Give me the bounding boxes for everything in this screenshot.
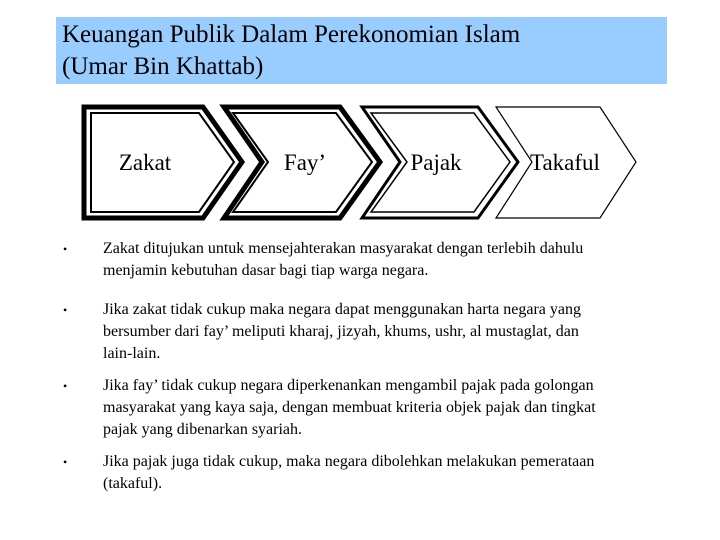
bullet-line: lain-lain. (103, 345, 161, 362)
bullet-line: (takaful). (103, 475, 163, 492)
flow-step-label-zakat: Zakat (118, 150, 172, 175)
bullet-marker: • (63, 242, 68, 256)
bullet-line: Jika fay’ tidak cukup negara diperkenankan mengambil pajak pada golongan (103, 377, 594, 394)
bullet-line: Zakat ditujukan untuk mensejahterakan masyarakat dengan terlebih dahulu (103, 240, 584, 257)
bullet-line: masyarakat yang kaya saja, dengan membuat kriteria objek pajak dan tingkat (103, 399, 596, 416)
flow-step-label-takaful: Takaful (530, 150, 600, 175)
bullet-line: bersumber dari fay’ meliputi kharaj, jizyah, khums, ushr, al mustaglat, dan (103, 323, 579, 340)
bullet-marker: • (63, 455, 68, 469)
title-line-1: Keuangan Publik Dalam Perekonomian Islam (62, 21, 521, 48)
bullet-line: pajak yang dibenarkan syariah. (103, 421, 303, 438)
bullet-text (103, 375, 663, 441)
bullet-line: menjamin kebutuhan dasar bagi tiap warga negara. (103, 262, 429, 279)
bullet-line: Jika pajak juga tidak cukup, maka negara dibolehkan melakukan pemerataan (103, 453, 595, 470)
bullet-text (103, 451, 663, 495)
flow-step-label-pajak: Pajak (410, 150, 462, 175)
bullet-marker: • (63, 379, 68, 393)
title-line-2: (Umar Bin Khattab) (62, 53, 264, 80)
bullet-line: Jika zakat tidak cukup maka negara dapat menggunakan harta negara yang (103, 301, 582, 318)
bullet-text (103, 299, 663, 365)
flow-step-label-fay: Fay’ (283, 150, 327, 175)
bullet-text (103, 238, 663, 282)
bullet-marker: • (63, 303, 68, 317)
